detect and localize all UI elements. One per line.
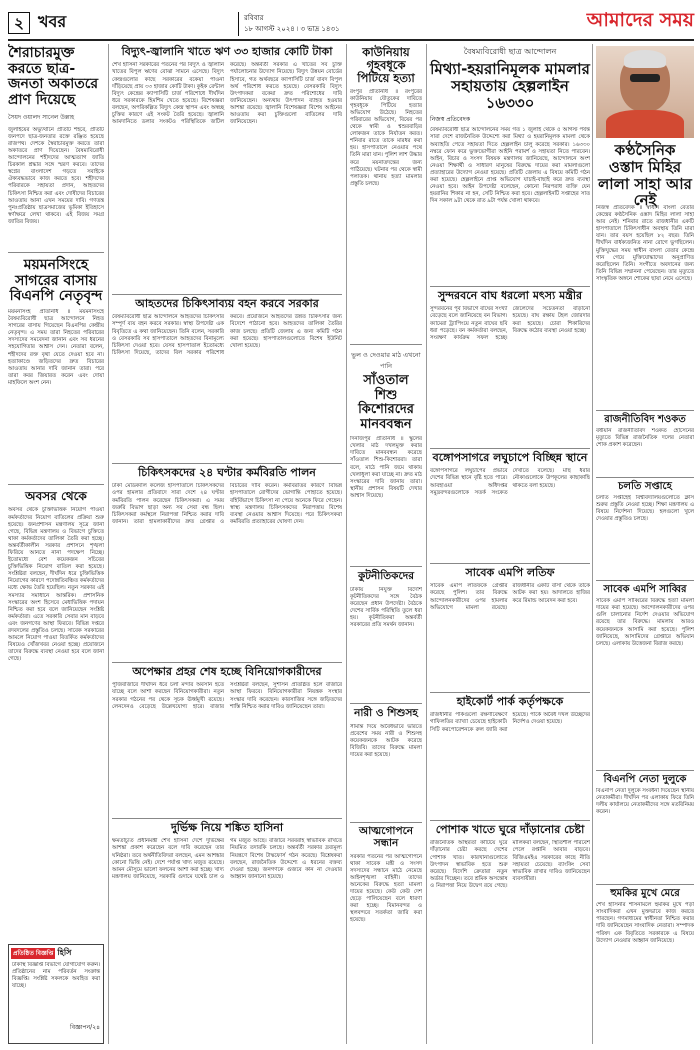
obituary (596, 46, 694, 209)
side-divider-2 (596, 477, 694, 478)
obituary-photo (596, 46, 694, 138)
obituary-body-block (596, 205, 694, 405)
center-h3: চিকিৎসকদের ২৪ ঘণ্টার কর্মবিরতি পালন (138, 466, 316, 479)
side-h1: রাজনীতিবিদ শওকত (604, 414, 686, 425)
col3-story3 (350, 571, 422, 702)
notice-box (8, 944, 104, 1044)
side-divider-4 (596, 770, 694, 771)
col1-story2-body: ময়মনসিংহ প্রতিনিধি ॥ ময়মনসিংহে বৈষম্যবিরোধী ছাত্র আন্দোলনে নিহত সাগরের বাসায় গিয়েছেন বিএনপির কেন্দ্রীয় নেতৃবৃন্দ। এ সময় তারা নিহতের পরিবারের সদস্যদের সমবেদনা জানান এবং সব ধরনের সহযোগিতার আশ্বাস দেন। নেতারা বলেন, শহীদদের রক্ত বৃথা যেতে দেওয়া হবে না। হত্যাকাণ্ডে জড়িতদের দ্রুত বিচারের আওতায় আনার দাবি জানান তারা। পরে তারা কবর জিয়ারত করেন এবং দোয়া মাহফিলে অংশ নেন। (8, 309, 104, 386)
column-rule-1 (108, 44, 109, 1044)
side-h5: হুমকির মুখে মেরে (610, 888, 680, 899)
center-divider-4 (112, 818, 342, 819)
center-story2 (112, 298, 342, 464)
side-h4: বিএনপি নেতা দুলুকে (603, 774, 687, 785)
center-top-headline: বিদ্যুৎ-জ্বালানি খাতে ঋণ ৩৩ হাজার কোটি টাকা (121, 45, 333, 58)
col3-story3-body: ঢাকায় নিযুক্ত বিদেশি কূটনীতিকদের সঙ্গে বৈঠক করেছেন প্রধান উপদেষ্টা। বৈঠকে দেশের সার্বিক পরিস্থিতি তুলে ধরা হয়। কূটনীতিকরা অন্তর্বর্তী সরকারের প্রতি সমর্থন জানান। (350, 586, 422, 629)
side-story2 (596, 481, 694, 577)
right-h6: পোশাক খাতে ঘুরে দাঁড়ানোর চেষ্টা (435, 823, 585, 836)
center-story4 (112, 666, 342, 817)
center-h5: দুর্ভিক্ষ নিয়ে শঙ্কিত হাসিনা (170, 821, 284, 834)
center-story3 (112, 467, 342, 663)
col3-h4: নারী ও শিশুসহ (354, 707, 418, 719)
col1-divider-1 (8, 252, 104, 253)
lead-headline: মিথ্যা-হয়রানিমূলক মামলার সহায়তায় হেল্পলাইন ১৬৩৩০ (430, 60, 590, 112)
col3-story2 (350, 350, 422, 586)
col1-headline: শৈরাচারমুক্ত করতে ছাত্র-জনতা অকাতরে প্রাণ দিয়েছে (8, 45, 99, 109)
side-divider-5 (596, 884, 694, 885)
center-story3-body: ঢাকা মেডিক্যাল কলেজ হাসপাতালে চিকিৎসকদের ওপর হামলার প্রতিবাদে সারা দেশে ২৪ ঘণ্টার কর্মবিরতি পালন করেছেন চিকিৎসকরা। এ সময় জরুরি বিভাগ ছাড়া অন্য সব সেবা বন্ধ ছিল। চিকিৎসকরা কর্মস্থলে নিরাপত্তা নিশ্চিত করার দাবি জানান। তারা হামলাকারীদের দ্রুত গ্রেপ্তার ও বিচারের দাবি করেন। কর্মবিরতির কারণে বিভিন্ন হাসপাতালে রোগীদের ভোগান্তি পোহাতে হয়েছে। বহির্বিভাগে চিকিৎসা না পেয়ে অনেকে ফিরে গেছেন। স্বাস্থ্য মন্ত্রণালয় চিকিৎসকদের নিরাপত্তায় বিশেষ ব্যবস্থা নেওয়ার আশ্বাস দিয়েছে। পরে চিকিৎসকরা কর্মবিরতি প্রত্যাহারের ঘোষণা দেন। (112, 483, 342, 525)
right-story2 (430, 290, 590, 451)
right-story3-body: বঙ্গোপসাগরে লঘুচাপের প্রভাবে দেশের বিভিন্ন স্থানে বৃষ্টি হতে পারে। আবহাওয়া অধিদপ্তর সমুদ্রবন্দরগুলোকে সতর্ক সংকেত দেখাতে বলেছে। মাছ ধরার নৌকাগুলোকে উপকূলের কাছাকাছি থাকতে বলা হয়েছে। (430, 468, 590, 496)
side-story1 (596, 414, 694, 476)
center-h4: অপেক্ষার প্রহর শেষ হচ্ছে বিনিয়োগকারীদের (132, 665, 322, 678)
lead-story (430, 46, 590, 299)
col1-story2-headline: ময়মনসিংহে সাগরের বাসায় বিএনপি নেতৃবৃন্দ (9, 257, 103, 305)
right-h2: সুন্দরবনে বাঘ ধরলো মৎস্য মন্ত্রীর (437, 289, 583, 302)
right-divider-5 (430, 820, 590, 821)
col3-story4-body: সীমান্ত দিয়ে অবৈধভাবে ভারতে প্রবেশের সময় নারী ও শিশুসহ কয়েকজনকে আটক করেছে বিজিবি। তাদের বিরুদ্ধে মামলা দায়ের করা হয়েছে। (350, 723, 422, 759)
page-number: ২ (8, 12, 30, 34)
right-divider-1 (430, 286, 590, 287)
col3-h2: সাঁওতাল শিশু কিশোরদের মানববন্ধন (358, 373, 414, 432)
col3-h1: কাউনিয়ায় গৃহবধূকে পিটিয়ে হত্যা (357, 45, 415, 85)
right-h5: হাইকোর্ট পার্ক কর্তৃপক্ষকে (456, 695, 564, 708)
brand-logo: আমাদের সময় (586, 9, 694, 31)
right-story5 (430, 696, 590, 822)
side-story2-body: চলতি সপ্তাহেই বিশ্ববিদ্যালয়গুলোতে ক্লাস শুরুর প্রস্তুতি নেওয়া হচ্ছে। শিক্ষা মন্ত্রণালয় এ বিষয়ে নির্দেশনা দিয়েছে। হলগুলো খুলে দেওয়ার প্রস্তুতিও চলছে। (596, 495, 694, 523)
col1-story3 (8, 490, 104, 952)
lead-byline: নিজস্ব প্রতিবেদক (430, 116, 471, 124)
side-story5-body: শেখ হাসিনার শাসনামলে হুমকির মুখে পড়া সাংবাদিকরা এখন মুক্তভাবে কাজ করতে পারছেন। গণমাধ্যমের স্বাধীনতা নিশ্চিত করার দাবি জানিয়েছেন সাংবাদিক নেতারা। সম্পাদক পরিষদ এক বিবৃতিতে সরকারকে এ বিষয়ে উদ্যোগ নেওয়ার আহ্বান জানিয়েছে। (596, 902, 694, 944)
side-h2: চলতি সপ্তাহে (618, 481, 672, 492)
lead-body: বৈষম্যবিরোধী ছাত্র আন্দোলনের সময় গত ১ জুলাই থেকে ৫ আগস্ট পর্যন্ত সারা দেশে রাজনৈতিক উদ্দেশ্যে করা মিথ্যা ও হয়রানিমূলক মামলা থেকে অব্যাহতি পেতে সহায়তা দিতে হেল্পলাইন চালু করেছে সরকার। ১৬৩৩০ নম্বরে ফোন করে ভুক্তভোগীরা আইনি পরামর্শ ও সহায়তা নিতে পারবেন। আইন, বিচার ও সংসদ বিষয়ক মন্ত্রণালয় জানিয়েছে, আন্দোলনে অংশ নেওয়া শিক্ষার্থী ও সাধারণ মানুষের বিরুদ্ধে দায়ের করা মামলাগুলো প্রত্যাহারের উদ্যোগ নেওয়া হয়েছে। প্রতিটি জেলায় এ বিষয়ে কমিটি গঠন করা হয়েছে। হেল্পলাইনে প্রাপ্ত অভিযোগ যাচাই-বাছাই করে দ্রুত ব্যবস্থা নেওয়া হবে। আইন উপদেষ্টা বলেছেন, কোনো নিরপরাধ ব্যক্তি যেন হয়রানির শিকার না হন, সেটি নিশ্চিত করা হবে। হেল্পলাইনটি সপ্তাহের সাত দিন সকাল ৯টা থেকে রাত ৯টা পর্যন্ত খোলা থাকবে। (430, 127, 590, 205)
side-story5 (596, 888, 694, 1042)
col3-kicker: ভুল ও দেওয়ার মাঠ এখনো পানি (351, 351, 421, 370)
side-story3 (596, 584, 694, 763)
notice-number: বিজ্ঞাপন/২৪ (69, 1024, 100, 1031)
center-top-body: শেখ হাসিনা সরকারের পতনের পর বিদ্যুৎ ও জ্বালানি খাতের বিপুল ঋণের বোঝা সামনে এসেছে। বিদ্যুৎ কেন্দ্রগুলোর কাছে সরকারের বকেয়া পাওনা দাঁড়িয়েছে প্রায় ৩৩ হাজার কোটি টাকা। কুইক রেন্টাল বিদ্যুৎ কেন্দ্রের ক্যাপাসিটি চার্জ পরিশোধে দীর্ঘদিন ধরে সরকারকে হিমশিম খেতে হয়েছে। বিশেষজ্ঞরা বলছেন, অপরিকল্পিত বিদ্যুৎ কেন্দ্র স্থাপন এবং অস্বচ্ছ চুক্তির কারণে এই সংকট তৈরি হয়েছে। জ্বালানি আমদানিতে ডলার সংকটও পরিস্থিতিকে জটিল করেছে। অন্তর্বর্তী সরকার এ খাতের সব চুক্তি পর্যালোচনার উদ্যোগ নিয়েছে। বিদ্যুৎ উন্নয়ন বোর্ডের হিসাবে, গত অর্থবছরে ক্যাপাসিটি চার্জ বাবদ বিপুল অর্থ পরিশোধ করতে হয়েছে। বেসরকারি বিদ্যুৎ উৎপাদকরা বকেয়া দ্রুত পরিশোধের দাবি জানিয়েছেন। অন্যথায় উৎপাদন ব্যাহত হওয়ার আশঙ্কা রয়েছে। জ্বালানি বিশেষজ্ঞরা বিশেষ আইনের আওতায় করা চুক্তিগুলো বাতিলের দাবি জানিয়েছেন। (112, 62, 342, 126)
col1-story3-body: অবসর থেকে চুক্তিভিত্তিক নিয়োগ পাওয়া কর্মকর্তাদের নিয়োগ বাতিলের প্রক্রিয়া শুরু হয়েছে। জনপ্রশাসন মন্ত্রণালয় সূত্রে জানা গেছে, বিভিন্ন মন্ত্রণালয় ও বিভাগে চুক্তিতে থাকা কর্মকর্তাদের তালিকা তৈরি করা হচ্ছে। অন্তর্বর্তীকালীন সরকার প্রশাসনে শৃঙ্খলা ফিরিয়ে আনতে নানা পদক্ষেপ নিচ্ছে। ইতোমধ্যে বেশ কয়েকজন সচিবের চুক্তিভিত্তিক নিয়োগ বাতিল করা হয়েছে। সংশ্লিষ্টরা বলছেন, দীর্ঘদিন ধরে চুক্তিভিত্তিক নিয়োগের কারণে পদোন্নতিবঞ্চিত কর্মকর্তাদের মধ্যে ক্ষোভ তৈরি হয়েছিল। নতুন সরকার এই সমস্যার সমাধানে আন্তরিক। প্রশাসনিক সংস্কারের অংশ হিসেবে মেধাভিত্তিক পদায়ন নিশ্চিত করা হবে বলে জানিয়েছেন সংশ্লিষ্ট কর্মকর্তারা। এতে সরকারি সেবার মান বাড়বে এবং জনগণের আস্থা ফিরবে। বিভিন্ন দপ্তরে রদবদলের প্রস্তুতিও চলছে। সাবেক সরকারের আমলে নিয়োগ পাওয়া বিতর্কিত কর্মকর্তাদের বিষয়েও খোঁজখবর নেওয়া হচ্ছে। প্রয়োজনে তাদের বিরুদ্ধে ব্যবস্থা নেওয়া হবে বলে জানা গেছে। (8, 507, 104, 663)
right-story6-body: রাজনৈতিক অস্থিরতা কাটিয়ে ঘুরে দাঁড়ানোর চেষ্টা করছে দেশের পোশাক খাত। কারখানাগুলোতে উৎপাদন স্বাভাবিক হতে শুরু করেছে। বিদেশি ক্রেতারা নতুন অর্ডার দিচ্ছেন। তবে শ্রমিক অসন্তোষ ও নিরাপত্তা নিয়ে উদ্বেগ রয়ে গেছে। মালিকরা বলছেন, স্থিতিশীল পরিবেশ পেলে রপ্তানি আবার বাড়বে। বিজিএমইএ সরকারের কাছে নীতি সহায়তা চেয়েছে। ব্যাংকিং সেবা স্বাভাবিক রাখার দাবিও জানিয়েছেন ব্যবসায়ীরা। (430, 840, 590, 889)
section-label: খবর (38, 12, 67, 31)
obituary-title: কণ্ঠসৈনিক ওস্তাদ মিহির লালা সাহা আর নেই (598, 141, 692, 210)
masthead-divider (238, 12, 239, 36)
center-story4-body: পুঁজিবাজারে দীর্ঘদিন ধরে চলা মন্দার অবসান হতে যাচ্ছে বলে আশা করছেন বিনিয়োগকারীরা। নতুন সরকার গঠনের পর থেকে সূচক ঊর্ধ্বমুখী রয়েছে। লেনদেনও বেড়েছে উল্লেখযোগ্য হারে। বাজার সংশ্লিষ্টরা বলছেন, সুশাসন প্রতিষ্ঠিত হলে বাজারে আস্থা ফিরবে। বিনিয়োগকারীরা নিয়ন্ত্রক সংস্থার সংস্কার দাবি করেছেন। কারসাজির সঙ্গে জড়িতদের শাস্তি নিশ্চিত করার দাবিও জানিয়েছেন তারা। (112, 682, 342, 710)
column-rule-3 (426, 44, 427, 1044)
side-divider-1 (596, 410, 694, 411)
right-story3 (430, 452, 590, 563)
right-story4 (430, 567, 590, 693)
center-divider-1 (112, 294, 342, 295)
right-story6 (430, 824, 590, 1040)
center-h2: আহতদের চিকিৎসাব্যয় বহন করবে সরকার (135, 297, 319, 310)
right-divider-2 (430, 448, 590, 449)
center-story5 (112, 822, 342, 1043)
col1-byline: সৈয়দ ওয়ালদ সানেল উল্লাহ (8, 113, 75, 121)
col1-body-text: জুলাইয়ের অভ্যুত্থানে প্রতিটি শহরে, প্রতিটি জনপদে ছাত্র-জনতার রক্তে রঞ্জিত হয়েছে রাজপথ। দেশকে স্বৈরাচারমুক্ত করতে তারা অকাতরে প্রাণ দিয়েছেন। বৈষম্যবিরোধী আন্দোলনের শহীদদের আত্মত্যাগ জাতি চিরকাল শ্রদ্ধার সঙ্গে স্মরণ করবে। তাদের স্বপ্নের বাংলাদেশ গড়তে সবাইকে ঐক্যবদ্ধভাবে কাজ করতে হবে। শহীদদের পরিবারকে সহায়তা প্রদান, আহতদের চিকিৎসা নিশ্চিত করা এবং দোষীদের বিচারের আওতায় আনা এখন সময়ের দাবি। গণতন্ত্র পুনঃপ্রতিষ্ঠায় ছাত্রসমাজের ভূমিকা ইতিহাসে স্বর্ণাক্ষরে লেখা থাকবে। এই বিজয় সমগ্র জাতির বিজয়। (8, 126, 104, 225)
side-story4 (596, 774, 694, 888)
notice-label: প্রতিষ্ঠিত বিজ্ঞপ্তি (13, 950, 54, 957)
col3-divider-3 (350, 703, 422, 704)
right-story5-body: রাজধানীর পার্কগুলো রক্ষণাবেক্ষণে গাফিলতির ব্যাখ্যা চেয়েছে হাইকোর্ট। সিটি করপোরেশনকে রুল জারি করা হয়েছে। পার্কে অবৈধ দখল উচ্ছেদের নির্দেশও দেওয়া হয়েছে। (430, 712, 590, 733)
side-story3-body: সাবেক এমপি সাব্বিরের বিরুদ্ধে হত্যা মামলা দায়ের করা হয়েছে। আন্দোলনকারীদের ওপর গুলি চালানোর নির্দেশ দেওয়ার অভিযোগ রয়েছে তার বিরুদ্ধে। মামলায় আরও কয়েকজনকে আসামি করা হয়েছে। পুলিশ জানিয়েছে, আসামিদের গ্রেপ্তারে অভিযান চলছে। এলাকায় উত্তেজনা বিরাজ করছে। (596, 598, 694, 647)
notice-body: ঢাকাস্থ বিজ্ঞপ্তি বিভাগে যোগাযোগ করুন। প্রতিষ্ঠানের নাম পরিবর্তন সংক্রান্ত বিজ্ঞপ্তি। সংশ্লিষ্ট সকলকে অবহিত করা যাচ্ছে। (12, 962, 100, 990)
col3-divider-2 (350, 566, 422, 567)
right-h4: সাবেক এমপি লতিফ (465, 566, 555, 579)
right-story2-body: সুন্দরবনের পূর্ব বিভাগে বাঘের সংখ্যা বেড়েছে বলে জানিয়েছে বন বিভাগ। ক্যামেরা ট্র্যাপিংয়ে নতুন বাঘের ছবি ধরা পড়েছে। বন কর্মকর্তারা বলছেন, সংরক্ষণ কার্যক্রম সফল হচ্ছে। জেলেদের সচেতনতা বাড়ানো হয়েছে। বাঘ রক্ষায় টহল জোরদার করা হয়েছে। চোরা শিকারিদের বিরুদ্ধে কঠোর ব্যবস্থা নেওয়া হচ্ছে। (430, 306, 590, 341)
side-divider-3 (596, 580, 694, 581)
center-top-story (112, 46, 342, 297)
right-divider-4 (430, 692, 590, 693)
masthead (8, 10, 694, 38)
col3-story2-body: দিনাজপুর প্রতিনিধি ॥ স্কুলের খেলার মাঠ দখলমুক্ত করার দাবিতে মানববন্ধন করেছে সাঁওতাল শিশু-কিশোররা। তারা বলে, মাঠে পানি জমে থাকায় খেলাধুলা করা যাচ্ছে না। দ্রুত মাঠ সংস্কারের দাবি জানায় তারা। স্থানীয় প্রশাসন বিষয়টি দেখার আশ্বাস দিয়েছে। (350, 436, 422, 499)
center-story5-body: ক্ষমতাচ্যুত প্রধানমন্ত্রী শেখ হাসিনা দেশে দুর্ভিক্ষের আশঙ্কা প্রকাশ করেছেন বলে দাবি করেছেন তার ঘনিষ্ঠরা। তবে অর্থনীতিবিদরা বলছেন, এমন আশঙ্কার কোনো ভিত্তি নেই। দেশে পর্যাপ্ত খাদ্য মজুত রয়েছে। আমন মৌসুমে ভালো ফলনের আশা করা হচ্ছে। খাদ্য মন্ত্রণালয় জানিয়েছে, সরকারি গুদামে যথেষ্ট চাল ও গম মজুত আছে। বাজারে সরবরাহ স্বাভাবিক রাখতে নিয়মিত তদারকি চলছে। অন্তর্বর্তী সরকার দ্রব্যমূল্য নিয়ন্ত্রণে বিশেষ টাস্কফোর্স গঠন করেছে। বিশ্লেষকরা বলছেন, রাজনৈতিক উদ্দেশ্যে এ ধরনের বক্তব্য দেওয়া হচ্ছে। জনগণকে গুজবে কান না দেওয়ার আহ্বান জানানো হয়েছে। (112, 838, 342, 880)
center-divider-2 (112, 463, 342, 464)
col3-story4 (350, 708, 422, 819)
col3-story1-body: রংপুর প্রতিনিধি ॥ রংপুরের কাউনিয়ায় যৌতুকের দাবিতে গৃহবধূকে পিটিয়ে হত্যার অভিযোগ উঠেছে। নিহতের পরিবারের অভিযোগ, বিয়ের পর থেকে স্বামী ও শ্বশুরবাড়ির লোকজন তাকে নির্যাতন করত। শনিবার রাতে তাকে মারধর করা হয়। হাসপাতালে নেওয়ার পথে তিনি মারা যান। পুলিশ লাশ উদ্ধার করে ময়নাতদন্তের জন্য পাঠিয়েছে। ঘটনার পর থেকে স্বামী পলাতক। থানায় হত্যা মামলার প্রস্তুতি চলছে। (350, 88, 422, 187)
side-story1-body: বর্ষীয়ান রাজনীতিবিদ শওকত হোসেনের মৃত্যুতে বিভিন্ন রাজনৈতিক দলের নেতারা শোক প্রকাশ করেছেন। (596, 428, 694, 449)
obituary-body: নিজস্ব প্রতিবেদক ॥ স্বাধীন বাংলা বেতার কেন্দ্রের কণ্ঠসৈনিক ওস্তাদ মিহির লালা সাহা আর নেই। শনিবার রাতে রাজধানীর একটি হাসপাতালে চিকিৎসাধীন অবস্থায় তিনি মারা যান। তার বয়স হয়েছিল ৮২ বছর। তিনি দীর্ঘদিন বার্ধক্যজনিত নানা রোগে ভুগছিলেন। মুক্তিযুদ্ধের সময় স্বাধীন বাংলা বেতার কেন্দ্রে গান গেয়ে মুক্তিযোদ্ধাদের অনুপ্রাণিত করেছিলেন তিনি। সংগীতে অবদানের জন্য তিনি বিভিন্ন সম্মাননা পেয়েছেন। তার মৃত্যুতে সাংস্কৃতিক অঙ্গনে শোকের ছায়া নেমে এসেছে। (596, 205, 694, 282)
notice-title: হিসি (57, 948, 72, 957)
col1-divider-2 (8, 484, 104, 485)
lead-kicker: বৈষম্যবিরোধী ছাত্র আন্দোলন (463, 47, 557, 56)
col3-story1 (350, 46, 422, 324)
col3-divider-4 (350, 822, 422, 823)
col1-story2 (8, 258, 104, 469)
center-divider-3 (112, 662, 342, 663)
masthead-rule (8, 39, 694, 41)
right-h3: বঙ্গোপসাগরে লঘুচাপে বিচ্ছিন্ন স্থানে (432, 451, 588, 464)
side-h3: সাবেক এমপি সাব্বির (603, 584, 687, 595)
col1-story3-headline: অবসর থেকে (25, 489, 87, 503)
col3-divider-1 (350, 344, 422, 345)
col3-story5 (350, 826, 422, 1050)
column-rule-4 (592, 44, 593, 1044)
right-divider-3 (430, 563, 590, 564)
column-rule-2 (346, 44, 347, 1044)
col3-h5: আত্মগোপনে সন্ধান (358, 825, 414, 849)
col3-h3: কুটনীতিকদের (357, 570, 415, 582)
center-story2-body: বৈষম্যবিরোধী ছাত্র আন্দোলনে আহতদের চিকিৎসার সম্পূর্ণ ব্যয় বহন করবে সরকার। স্বাস্থ্য উপদেষ্টা এক বিবৃতিতে এ কথা জানিয়েছেন। তিনি বলেন, সরকারি ও বেসরকারি সব হাসপাতালে আহতদের বিনামূল্যে চিকিৎসা দেওয়া হবে। যেসব হাসপাতাল ইতোমধ্যে চিকিৎসা দিয়েছে, তাদের বিল সরকার পরিশোধ করবে। প্রয়োজনে আহতদের উন্নত চিকিৎসার জন্য বিদেশে পাঠানো হবে। আহতদের তালিকা তৈরির কাজ চলছে। প্রতিটি জেলায় এ জন্য কমিটি গঠন করা হয়েছে। হাসপাতালগুলোতে বিশেষ ইউনিট খোলা হয়েছে। (112, 314, 342, 356)
masthead-day: রবিবার (244, 14, 264, 22)
right-story4-body: সাবেক এমপি লতিফকে গ্রেপ্তার করেছে পুলিশ। তার বিরুদ্ধে আন্দোলনকারীদের ওপর হামলার অভিযোগে মামলা রয়েছে। রাজধানীর একটি বাসা থেকে তাকে আটক করা হয়। আদালতে হাজির করে রিমান্ড আবেদন করা হবে। (430, 583, 590, 611)
side-story4-body: বিএনপি নেতা দুলুকে সংবর্ধনা দিয়েছেন স্থানীয় নেতাকর্মীরা। দীর্ঘদিন পর এলাকায় ফিরে তিনি দলীয় কার্যালয়ে নেতাকর্মীদের সঙ্গে মতবিনিময় করেন। (596, 788, 694, 816)
masthead-date: ১৮ আগস্ট ২০২৪ ৷ ৩ ভাদ্র ১৪৩১ (244, 25, 340, 33)
col3-story5-body: সরকার পতনের পর আত্মগোপনে থাকা সাবেক মন্ত্রী ও সংসদ সদস্যদের সন্ধানে মাঠে নেমেছে আইনশৃঙ্খলা বাহিনী। তাদের অনেকের বিরুদ্ধে হত্যা মামলা দায়ের হয়েছে। কেউ কেউ দেশ ছেড়ে পালিয়েছেন বলে ধারণা করা হচ্ছে। বিমানবন্দর ও স্থলবন্দরে সতর্কতা জারি করা হয়েছে। (350, 853, 422, 924)
